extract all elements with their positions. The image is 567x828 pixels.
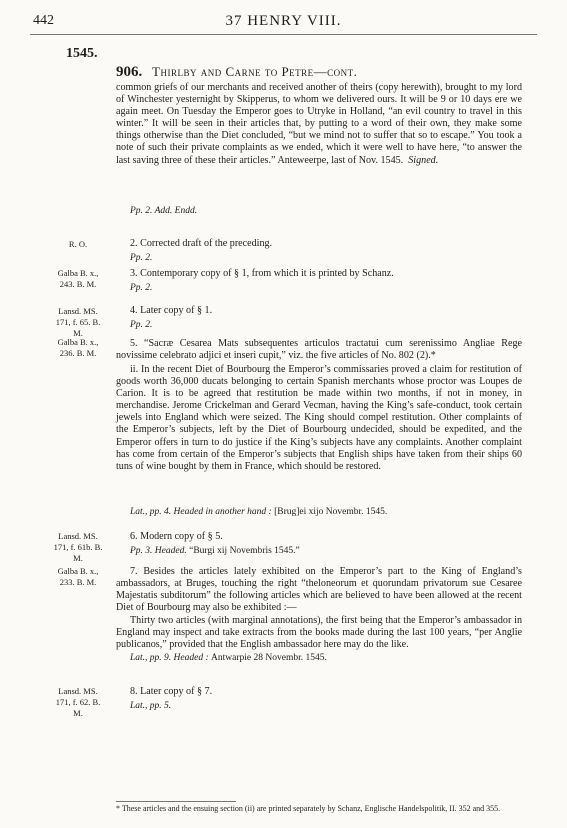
side-ref-4: Lansd. MS. 171, f. 65. B. M.: [55, 306, 101, 338]
item-4: 4. Later copy of § 1.: [130, 305, 213, 316]
item-2: 2. Corrected draft of the preceding.: [130, 238, 273, 249]
footnote-rule: [116, 801, 236, 802]
side-ref-3: Galba B. x., 243. B. M.: [57, 268, 99, 289]
paragraph-1: [116, 82, 522, 167]
paragraph-1-text: common griefs of our merchants and received another of theirs (copy herewith), brought to my lord of Winchester yesternight by Skipperus, to whom we delivered ours. It will be 9 or 10 days ere we again meet. On Tuesday the Emperor goes to Utryke in Holland, “an evil country to travel in this winter.” It will be seen in their articles that, by putting to a word of their own, they make some things otherwise than the Diet concluded, “but we mind not to suffer that so to escape.” You took a note of such their private complaints as we ended, which it were well to have here, “to answer the last saving three of these their articles.” Anteweerpe, last of Nov. 1545.: [116, 82, 522, 166]
item-2-meta: Pp. 2.: [130, 253, 153, 263]
running-header: [0, 13, 567, 31]
entry-number: 906.: [116, 64, 143, 80]
side-ref-2: R. O.: [68, 239, 88, 249]
item-4-meta: Pp. 2.: [130, 320, 153, 330]
item-8-meta: Lat., pp. 5.: [130, 701, 172, 711]
item-5-section-ii: ii. In the recent Diet of Bourbourg the Emperor’s commissaries proved a claim for restitution of goods worth 36,000 ducats belonging to certain Spanish merchants whose proctor was Loupes de Carion. It is to be agreed that restitution be made within two months, if not in money, in merchandise. Jerome Crickelman and Gerard Vecman, having the King’s safe-conduct, took certain jewels into England which were seized. The King should compel restitution. Other complaints of the Emperor’s subjects, left by the Diet of Bourbourg undecided, should be expedited, and the Emperor offers in turn to do justice if the King’s subjects have any complaints. Another complaint has come from certain of the Emperor’s subjects that English ships have taken from their ships 60 tuns of wine bought by them in France, which should be restored.: [116, 364, 522, 472]
item-6-meta: Pp. 3. Headed. “Burgi xij Novembris 1545.”: [130, 546, 300, 556]
entry-heading: [116, 64, 357, 81]
item-3: 3. Contemporary copy of § 1, from which it is printed by Schanz.: [130, 268, 394, 279]
item-7: 7. Besides the articles lately exhibited on the Emperor’s part to the King of England’s ambassadors, at Bruges, touching the right “theloneorum et quorundam privatorum sue Cesaree Majestatis subditorum” the following articles which are believed to have been allowed at the recent Diet of Bourbourg may also be exhibited :—: [116, 566, 522, 614]
side-ref-5: Galba B. x., 236. B. M.: [57, 337, 99, 358]
signed-note: Signed.: [408, 154, 439, 166]
item-5: 5. “Sacræ Cesarea Mats subsequentes articulos tractatui cum serenissimo Angliae Rege novissime celebrato adjici et inseri cupit,” viz. the five articles of No. 802 (2).*: [116, 338, 522, 362]
page-number: 442: [33, 13, 54, 28]
year-label: 1545.: [66, 46, 98, 61]
item-3-meta: Pp. 2.: [130, 283, 153, 293]
entry-title: Thirlby and Carne to Petre—cont.: [152, 64, 358, 79]
running-title: 37 HENRY VIII.: [225, 13, 342, 29]
side-ref-8: Lansd. MS. 171, f. 62. B. M.: [55, 686, 101, 718]
item-7-meta: Lat., pp. 9. Headed : Antwarpie 28 Novembr. 1545.: [130, 653, 327, 663]
item-8: 8. Later copy of § 7.: [130, 686, 213, 697]
item-6: 6. Modern copy of § 5.: [130, 531, 223, 542]
side-ref-7: Galba B. x., 233. B. M.: [57, 566, 99, 587]
item-7-paragraph-2: Thirty two articles (with marginal annotations), the first being that the Emperor’s ambassador in England may inspect and take extracts from the books made during the last 100 years, “per Anglie publicanos,” provided that the English ambassador here may do the like.: [116, 615, 522, 651]
header-rule: [30, 34, 537, 35]
item-5-meta: Lat., pp. 4. Headed in another hand : [Brug]ei xijo Novembr. 1545.: [130, 507, 388, 517]
meta-1: Pp. 2. Add. Endd.: [130, 206, 198, 216]
side-ref-6: Lansd. MS. 171, f. 61b. B. M.: [53, 531, 103, 563]
footnote: * These articles and the ensuing section (ii) are printed separately by Schanz, Englische Handelspolitik, II. 352 and 355.: [116, 804, 501, 813]
